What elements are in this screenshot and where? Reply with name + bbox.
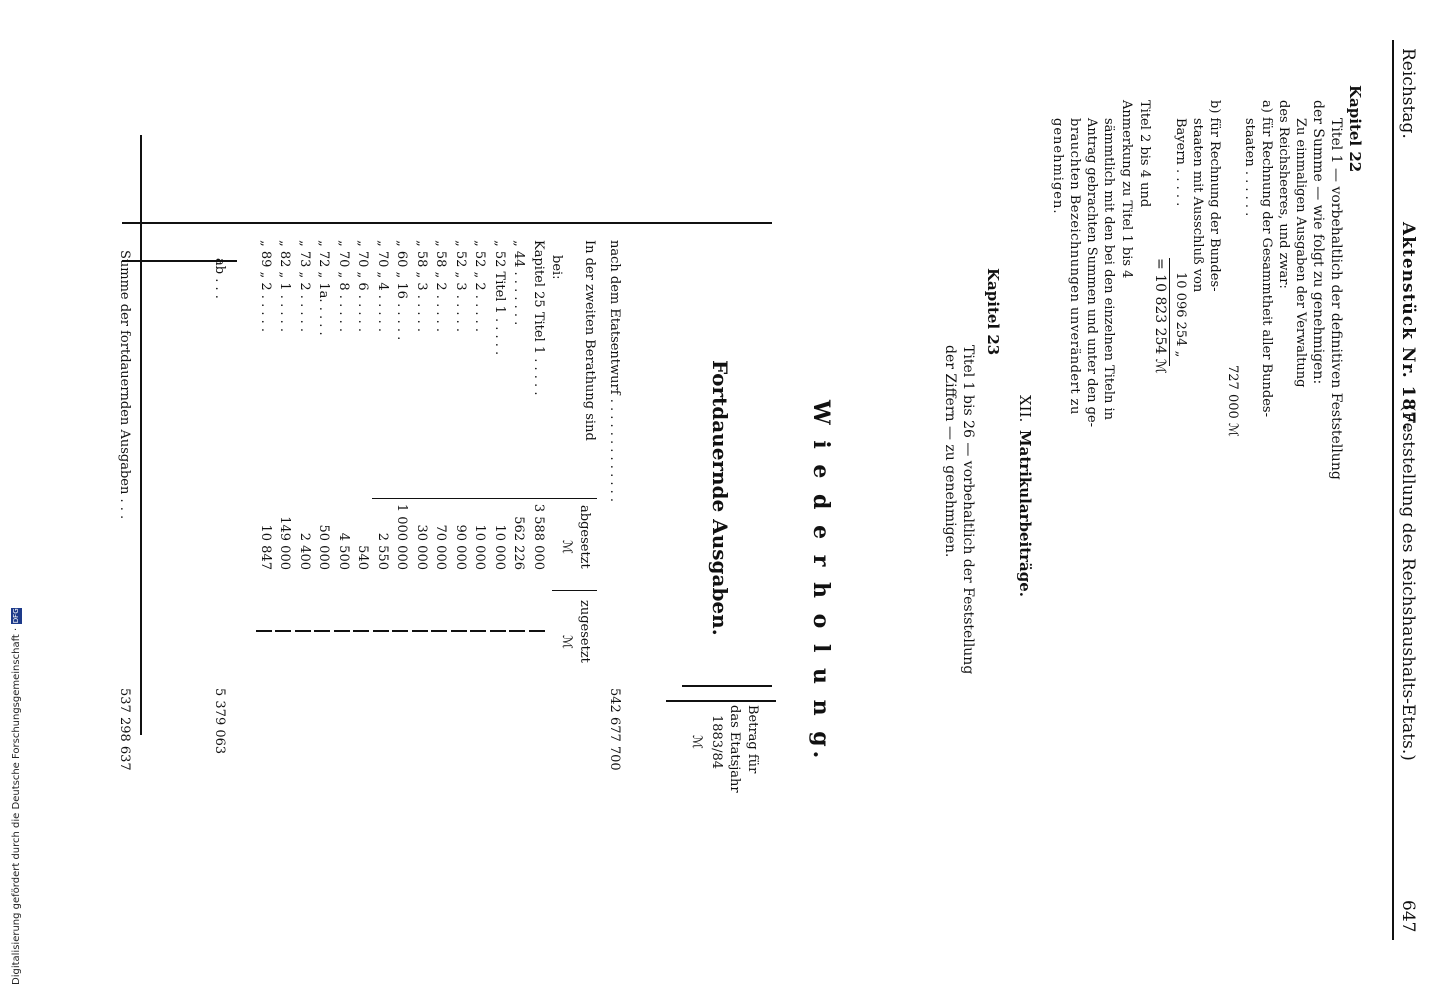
- abgesetzt-zugesetzt-divider: [552, 590, 597, 591]
- row-zugesetzt-dash: [256, 630, 272, 632]
- dfg-credit-text: Digitalisierung gefördert durch die Deutsche Forschungsgemeinschaft ·: [11, 627, 22, 985]
- kapitel22-item-b1: b) für Rechnung der Bundes-: [1207, 100, 1222, 292]
- betrag-header-3: 1883/84: [709, 715, 724, 770]
- table-header-divider: [682, 685, 772, 687]
- table-top-rule: [122, 222, 772, 224]
- row-abgesetzt-value: 10 847: [258, 524, 273, 570]
- kapitel22-titel2-d: Antrag gebrachten Summen und unter den ge-: [1084, 118, 1099, 428]
- kapitel22-titel1-a: Titel 1 — vorbehaltlich der definitiven Feststellung: [1328, 118, 1344, 480]
- row-label: „ 52 „ 3 . . . . .: [453, 240, 468, 333]
- row-zugesetzt-dash: [490, 630, 506, 632]
- row-abgesetzt-value: 2 400: [297, 532, 312, 570]
- kapitel23-heading: Kapitel 23: [984, 268, 1002, 356]
- kapitel22-intro-b: des Reichsheeres, und zwar:: [1276, 100, 1291, 289]
- kapitel22-titel2-e: brauchten Bezeichnungen unverändert zu: [1067, 118, 1082, 415]
- row-zugesetzt-dash: [334, 630, 350, 632]
- kapitel22-intro-a: Zu einmaligen Ausgaben der Verwaltung: [1293, 118, 1308, 388]
- etatsentwurf-value: 542 677 700: [607, 688, 622, 771]
- row-label: „ 60 „ 16 . . . . .: [394, 240, 410, 341]
- row-label: „ 73 „ 2 . . . . .: [297, 240, 312, 333]
- kapitel22-item-b-value: 10 096 254 „: [1173, 272, 1188, 358]
- dfg-logo: DFG: [11, 608, 20, 624]
- row-abgesetzt-value: 10 000: [492, 524, 507, 570]
- betrag-header-1: Betrag für: [745, 705, 760, 774]
- ab-label: ab . . .: [212, 258, 227, 299]
- kapitel23-line-b: der Ziffern — zu genehmigen.: [942, 345, 958, 558]
- page-number: 647: [1398, 900, 1418, 933]
- kapitel22-titel2-f: genehmigen.: [1050, 118, 1065, 215]
- section-xii-number: XII.: [1016, 395, 1034, 423]
- header-doc: Aktenstück Nr. 187.: [1398, 222, 1418, 432]
- row-label: „ 72 „ 1a. . . . .: [316, 240, 332, 336]
- etatsentwurf-label: nach dem Etatsentwurf . . . . . . . . . . . . .: [607, 240, 622, 502]
- row-zugesetzt-dash: [412, 630, 428, 632]
- summe-value: 537 298 637: [117, 688, 132, 771]
- row-abgesetzt-value: 3 588 000: [531, 503, 546, 570]
- kapitel22-item-a1: a) für Rechnung der Gesammtheit aller Bundes-: [1259, 100, 1274, 417]
- betrag-header-2: das Etatsjahr: [727, 705, 742, 793]
- dfg-sidebar-text: [8, 585, 26, 985]
- row-zugesetzt-dash: [276, 630, 292, 632]
- row-zugesetzt-dash: [315, 630, 331, 632]
- header-left: Reichstag.: [1398, 48, 1418, 139]
- row-zugesetzt-dash: [471, 630, 487, 632]
- row-abgesetzt-value: 30 000: [414, 524, 429, 570]
- row-label: „ 70 „ 4 . . . . .: [375, 240, 390, 333]
- dfg-sidebar: [6, 0, 24, 1000]
- row-label: „ 58 „ 3 . . . . .: [414, 240, 429, 333]
- row-zugesetzt-dash: [295, 630, 311, 632]
- row-zugesetzt-dash: [373, 630, 389, 632]
- section-xii-title: Matrikularbeiträge.: [1016, 430, 1034, 598]
- kapitel22-sum-rule: [1169, 258, 1170, 366]
- row-abgesetzt-value: 1 000 000: [394, 503, 410, 570]
- kapitel23-line-a: Titel 1 bis 26 — vorbehaltlich der Feststellung: [960, 345, 976, 675]
- row-label: „ 70 „ 8 . . . . .: [336, 240, 351, 333]
- row-zugesetzt-dash: [451, 630, 467, 632]
- row-zugesetzt-dash: [354, 630, 370, 632]
- row-abgesetzt-value: 4 500: [336, 532, 351, 570]
- abgesetzt-unit: ℳ: [559, 540, 574, 554]
- kapitel22-item-a2: staaten . . . . . .: [1242, 118, 1257, 217]
- row-label: „ 82 „ 1 . . . . .: [277, 240, 293, 333]
- fortdauernde-heading: Fortdauernde Ausgaben.: [708, 360, 732, 636]
- row-label: Kapitel 25 Titel 1 . . . . .: [531, 240, 546, 396]
- kapitel22-item-b2: staaten mit Ausschluß von: [1190, 118, 1205, 293]
- betrag-col-rule: [666, 700, 776, 702]
- summe-label: Summe der fortdauernden Ausgaben . . .: [117, 250, 132, 520]
- kapitel22-item-b3: Bayern . . . . .: [1173, 118, 1188, 207]
- summe-rule: [140, 135, 142, 735]
- row-zugesetzt-dash: [529, 630, 545, 632]
- row-abgesetzt-value: 540: [355, 545, 371, 570]
- row-label: „ 44 . . . . . . .: [511, 240, 527, 326]
- row-label: „ 70 „ 6 . . . . .: [355, 240, 371, 333]
- row-zugesetzt-dash: [432, 630, 448, 632]
- kapitel22-total: = 10 823 254 ℳ: [1152, 258, 1168, 374]
- row-label: „ 89 „ 2 . . . . .: [258, 240, 273, 333]
- row-abgesetzt-value: 149 000: [277, 516, 293, 570]
- row-abgesetzt-value: 70 000: [433, 524, 449, 570]
- row-label: „ 52 Titel 1 . . . . .: [492, 240, 507, 356]
- kapitel22-heading: Kapitel 22: [1346, 85, 1364, 173]
- zugesetzt-unit: ℳ: [559, 635, 574, 649]
- row-abgesetzt-value: 90 000: [453, 524, 468, 570]
- beratung-label: In der zweiten Berathung sind: [582, 240, 597, 441]
- row-abgesetzt-value: 562 226: [511, 516, 527, 570]
- kapitel22-titel2-a: Titel 2 bis 4 und: [1137, 100, 1152, 208]
- kapitel22-item-a-value: 727 000 ℳ: [1225, 365, 1240, 437]
- row-zugesetzt-dash: [393, 630, 409, 632]
- row-zugesetzt-dash: [510, 630, 526, 632]
- row-label: „ 58 „ 2 . . . . .: [433, 240, 449, 333]
- zugesetzt-header: zugesetzt: [577, 600, 592, 663]
- row-abgesetzt-value: 50 000: [316, 524, 332, 570]
- abgesetzt-header: abgesetzt: [577, 505, 592, 569]
- bei-label: bei:: [549, 255, 564, 280]
- kapitel22-titel2-c: sämmtlich mit den bei den einzelnen Titeln in: [1101, 118, 1116, 421]
- kapitel22-titel1-b: der Summe — wie folgt zu genehmigen:: [1310, 100, 1326, 385]
- ab-value: 5 379 063: [212, 688, 227, 755]
- wiederholung-heading: W i e d e r h o l u n g.: [808, 400, 834, 763]
- kapitel22-titel2-b: Anmerkung zu Titel 1 bis 4: [1119, 100, 1134, 279]
- row-label: „ 52 „ 2 . . . . .: [472, 240, 488, 333]
- row-abgesetzt-value: 10 000: [472, 524, 488, 570]
- row-abgesetzt-value: 2 550: [375, 532, 390, 570]
- betrag-header-unit: ℳ: [689, 735, 704, 749]
- header-title: (Feststellung des Reichshaushalts-Etats.): [1398, 405, 1418, 761]
- header-rule: [1392, 40, 1394, 940]
